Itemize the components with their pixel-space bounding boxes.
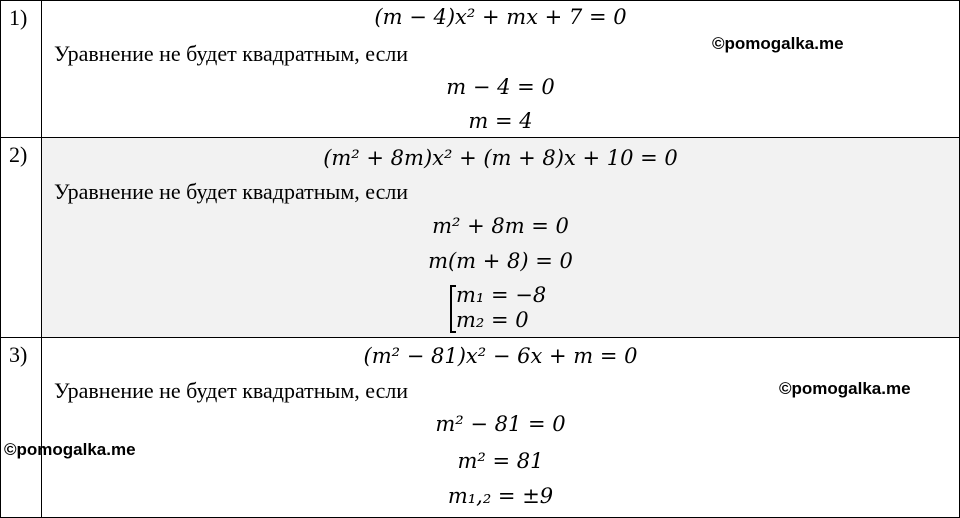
condition-text: Уравнение не будет квадратным, если [54,41,409,66]
row-number: 3) [9,342,28,367]
solution-system [450,283,570,335]
table-row [1,1,959,138]
content-cell [42,138,959,337]
math-line: m − 4 = 0 [446,75,555,99]
number-cell [1,338,42,517]
math-line: m(m + 8) = 0 [428,249,573,273]
watermark: ©pomogalka.me [712,34,844,53]
watermark: ©pomogalka.me [779,379,911,398]
math-line: m² − 81 = 0 [435,412,566,436]
row-number: 2) [9,142,28,167]
equation: (m² − 81)x² − 6x + m = 0 [363,344,638,368]
number-cell [1,1,42,137]
equation: (m − 4)x² + mx + 7 = 0 [374,5,627,29]
equation: (m² + 8m)x² + (m + 8)x + 10 = 0 [323,146,678,170]
math-line: m² + 8m = 0 [432,214,569,238]
number-cell [1,138,42,337]
content-cell [42,1,959,137]
watermark: ©pomogalka.me [4,440,136,459]
system-line: m₁ = −8 [456,283,547,307]
row-number: 1) [9,5,28,30]
condition-text: Уравнение не будет квадратным, если [54,378,409,403]
math-line: m² = 81 [457,449,544,473]
content-cell [42,338,959,517]
system-line: m₂ = 0 [456,308,529,332]
table-row [1,338,959,517]
condition-text: Уравнение не будет квадратным, если [54,179,409,204]
math-line: m₁,₂ = ±9 [447,484,554,508]
table-row [1,138,959,338]
math-line: m = 4 [468,109,533,133]
